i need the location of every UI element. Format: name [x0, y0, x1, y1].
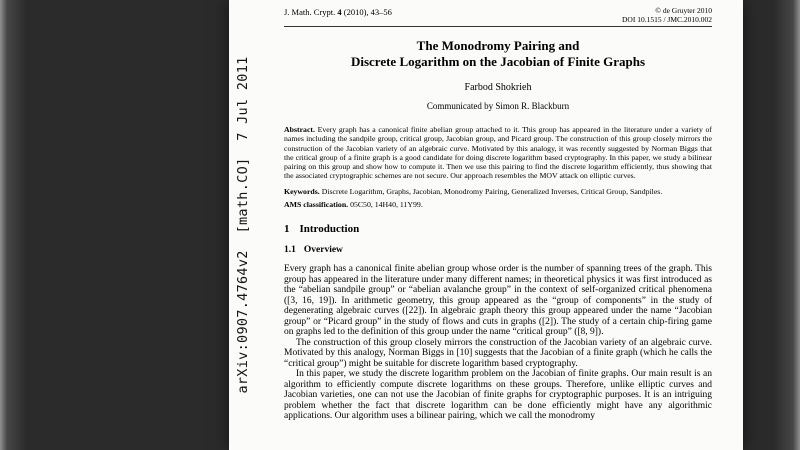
header-rule [284, 26, 712, 27]
page-content [284, 6, 712, 422]
ams-classification-block [284, 200, 712, 209]
subsection-1-1-title: Overview [303, 245, 343, 256]
journal-header [284, 6, 712, 24]
subsection-1-1-number: 1.1 [284, 245, 296, 256]
journal-name: J. Math. Crypt. [284, 7, 336, 17]
paper-title-line1: The Monodromy Pairing and [416, 38, 580, 53]
copyright-line: © de Gruyter 2010 [655, 6, 712, 15]
ams-label: AMS classification. [284, 200, 349, 210]
doi-line: DOI 10.1515 / JMC.2010.002 [621, 15, 712, 24]
abstract-text: Every graph has a canonical finite abelian group attached to it. This group has appeared in the literature under a variety of names including the sandpile group, critical group, Jacobian group, and Picard group. The construction of this group closely mirrors the construction of the Jacobian variety of an algebraic curve. Motivated by this analogy, it was recently suggested by Norman Biggs that the critical group of a finite graph is a good candidate for doing discrete logarithm based cryptography. In this paper, we study a bilinear pairing on this group and show how to compute it. Then we use this pairing to find the discrete logarithm efficiently, thus showing that the associated cryptographic schemes are not secure. Our approach resembles the MOV attack on elliptic curves. [284, 125, 712, 181]
journal-reference [284, 6, 392, 17]
section-1-title: Introduction [299, 223, 360, 236]
intro-paragraph-3: In this paper, we study the discrete logarithm problem on the Jacobian of finite graphs. Our main result is an algorithm to efficiently compute discrete logarithms on these groups. Therefore, unlike elliptic curves and Jacobian varieties, one can not use the Jacobian of finite graphs for cryptographic purposes. It is an intriguing problem whether the fact that discrete logarithm can be done efficiently might have any algorithmic applications. Our algorithm uses a bilinear pairing, which we call the monodromy [284, 369, 712, 422]
section-1-heading [284, 223, 712, 235]
journal-pages: (2010), 43–56 [343, 7, 392, 17]
keywords-label: Keywords. [284, 186, 320, 196]
abstract-block [284, 125, 712, 181]
keywords-block [284, 187, 712, 196]
intro-paragraph-2: The construction of this group closely mirrors the construction of the Jacobian variety of an algebraic curve. Motivated by this analogy, Norman Biggs in [10] suggests that the Jacobian of a finite graph (which he calls the “critical group”) might be suitable for discrete logarithm based cryptography. [284, 337, 712, 369]
journal-meta [622, 6, 712, 24]
intro-paragraph-1: Every graph has a canonical finite abelian group whose order is the number of spanning trees of the graph. This group has appeared in the literature under many different names; in theoretical physics it was first introduced as the “abelian sandpile group” or “abelian avalanche group” in the context of self-organized critical phenomena ([3, 16, 19]). In arithmetic geometry, this group appeared as the “group of components” in the study of degenerating algebraic curves ([22]). In algebraic graph theory this group appeared under the name “Jacobian group” or “Picard group” in the study of flows and cuts in graphs ([2]). The study of a certain chip-firing game on graphs led to the definition of this group under the name “critical group” ([8, 9]). [284, 264, 712, 338]
subsection-1-1-heading [284, 245, 712, 255]
paper-title-line2: Discrete Logarithm on the Jacobian of Finite Graphs [350, 54, 646, 69]
abstract-label: Abstract. [284, 125, 315, 134]
keywords-text: Discrete Logarithm, Graphs, Jacobian, Monodromy Pairing, Generalized Inverses, Critical Group, Sandpiles. [321, 186, 663, 196]
author-name: Farbod Shokrieh [464, 82, 532, 93]
ams-text: 05C50, 14H40, 11Y99. [350, 200, 423, 210]
paper-title [284, 38, 712, 70]
paper-page [229, 0, 743, 450]
section-1-number: 1 [284, 223, 290, 236]
journal-volume: 4 [337, 7, 342, 17]
communicated-by: Communicated by Simon R. Blackburn [426, 101, 570, 111]
arxiv-watermark: arXiv:0907.4764v2 [math.CO] 7 Jul 2011 [235, 56, 251, 394]
